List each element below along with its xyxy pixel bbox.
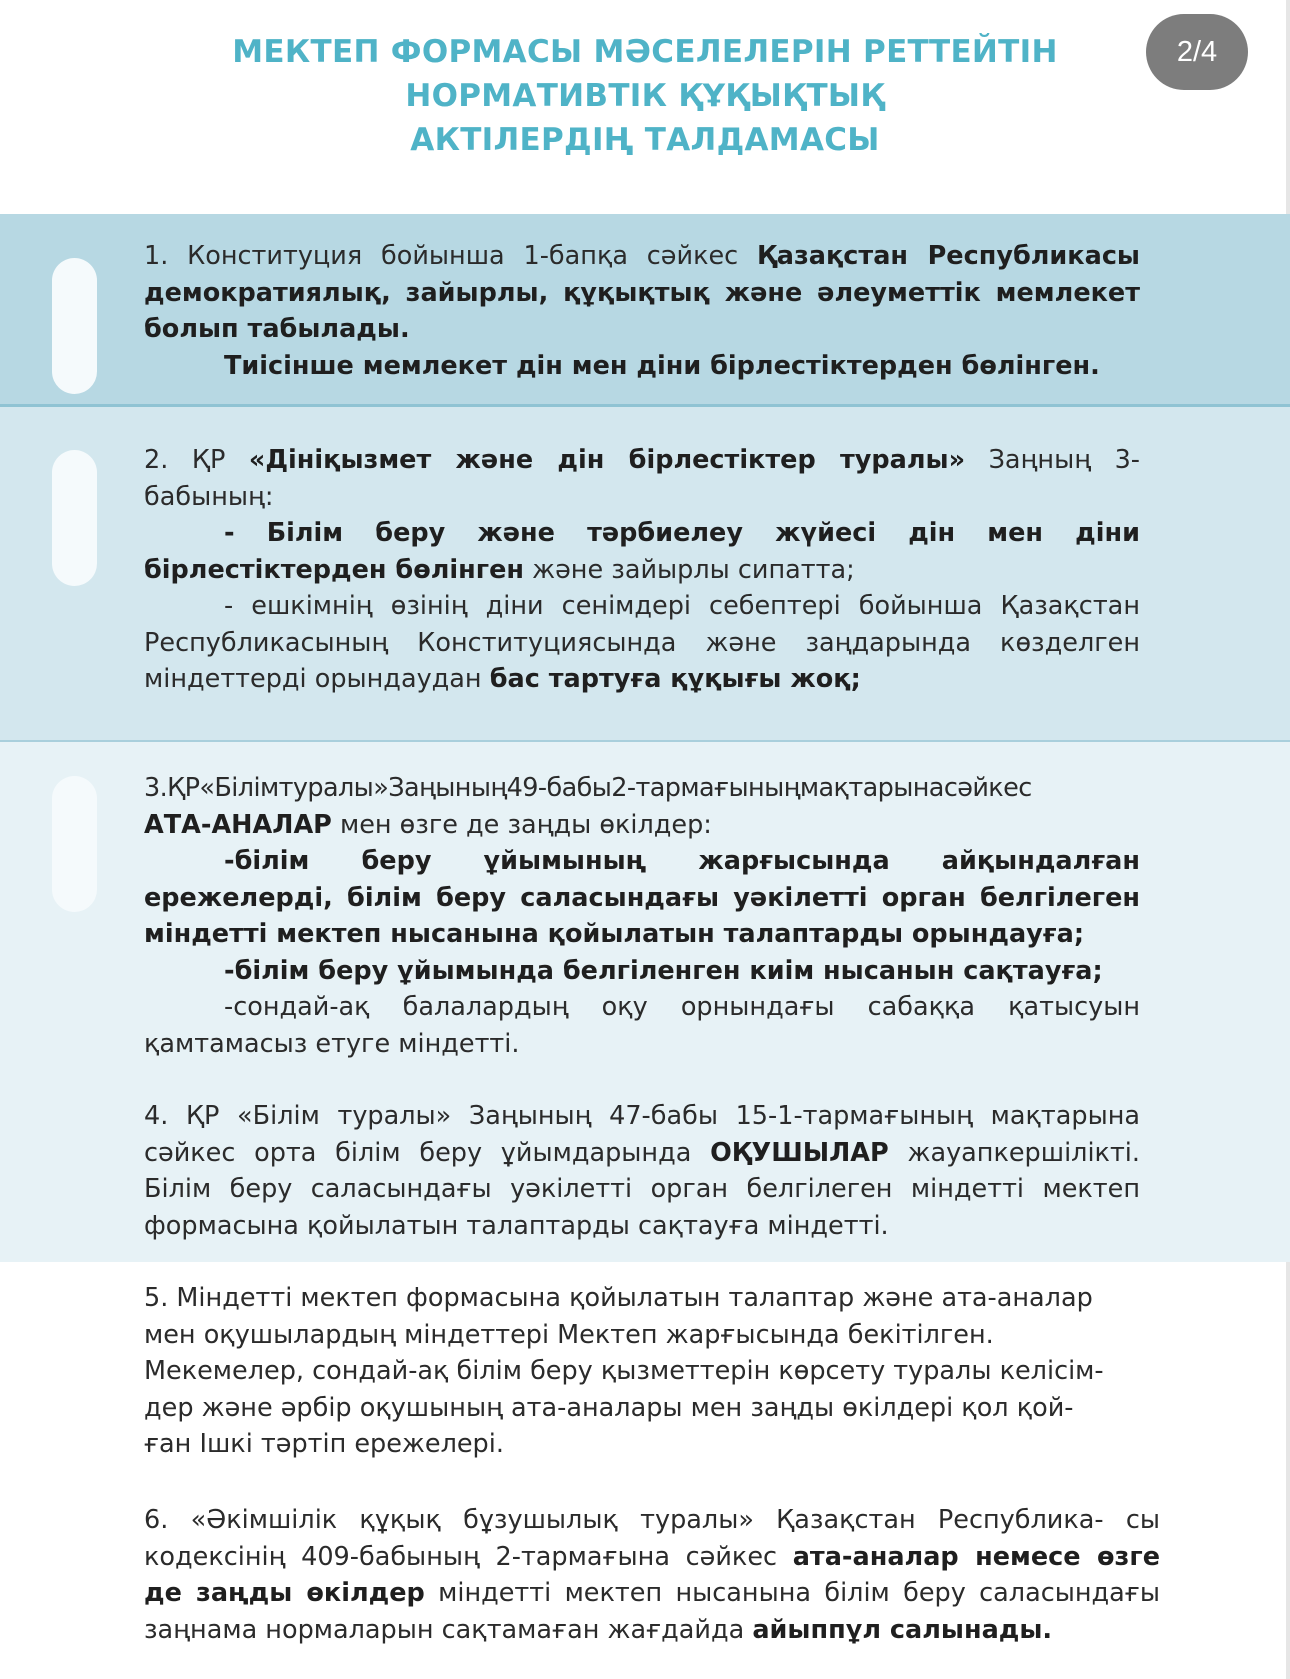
paragraph-2 [144, 442, 1140, 698]
paragraph-5-line-2: мен оқушылардың міндеттері Мектеп жарғысында бекітілген. [144, 1319, 994, 1350]
paragraph-3-parents: АТА-АНАЛАР [144, 809, 332, 840]
pill-marker-icon [52, 776, 97, 912]
title-line-3: АКТІЛЕРДІҢ ТАЛДАМАСЫ [410, 122, 880, 158]
paragraph-2-law-name: «Дініқызмет және дін бірлестіктер туралы» [248, 445, 966, 475]
paragraph-5-line-5: ған Ішкі тәртіп ережелері. [144, 1429, 504, 1459]
page-title [180, 30, 1110, 162]
paragraph-6-middle: міндетті мектеп нысанына білім беру саласындағы заңнама нормаларын сақтамаған жағдайда [144, 1578, 1160, 1645]
paragraph-2-item-2: - ешкімнің өзінің діни сенімдері себептері бойынша Қазақстан Республикасының Конституциясында және заңдарында көзделген міндеттерді орындаудан [144, 591, 1140, 694]
paragraph-2-item-2-bold: бас тартуға құқығы жоқ; [489, 664, 861, 694]
paragraph-1 [144, 238, 1140, 384]
paragraph-2-intro: 2. ҚР [144, 445, 249, 475]
paragraph-6-intro: 6. «Әкімшілік құқық бұзушылық туралы» Қазақстан Республика- сы кодексінің 409-бабының 2-тармағына сәйкес [144, 1505, 1160, 1572]
paragraph-3 [144, 770, 1140, 1062]
paragraph-1-intro: 1. Конституция бойынша 1-бапқа сәйкес [144, 241, 757, 271]
paragraph-5-line-4: дер және әрбір оқушының ата-аналары мен заңды өкілдері қол қой- [144, 1392, 1074, 1423]
paragraph-1-separation: Тиісінше мемлекет дін мен діни бірлестіктерден бөлінген. [224, 350, 1100, 381]
paragraph-2-item-1-rest: және зайырлы сипатта; [524, 554, 855, 585]
paragraph-4-students: ОҚУШЫЛАР [710, 1137, 889, 1168]
pill-marker-icon [52, 450, 97, 586]
paragraph-2-item-1-bold: - Білім беру және тәрбиелеу жүйесі дін мен діни бірлестіктерден бөлінген [144, 518, 1140, 585]
paragraph-3-representatives: мен өзге де заңды өкілдер: [331, 809, 712, 840]
paragraph-2-article: Заңның 3-бабының: [144, 445, 1140, 512]
paragraph-5-line-3: Мекемелер, сондай-ақ білім беру қызметтерін көрсету туралы келісім- [144, 1356, 1104, 1386]
paragraph-6 [144, 1502, 1160, 1648]
paragraph-3-item-2: -білім беру ұйымында белгіленген киім нысанын сақтауға; [224, 955, 1103, 986]
paragraph-3-item-3: -сондай-ақ балалардың оқу орнындағы сабаққа қатысуын қамтамасыз етуге міндетті. [144, 992, 1140, 1059]
paragraph-5-line-1: 5. Міндетті мектеп формасына қойылатын талаптар және ата-аналар [144, 1283, 1093, 1313]
title-line-2: НОРМАТИВТІК ҚҰҚЫҚТЫҚ [405, 78, 885, 114]
paragraph-6-fine: айыппұл салынады. [752, 1614, 1053, 1645]
pill-marker-icon [52, 258, 97, 394]
paragraph-3-intro: 3.ҚР«Білімтуралы»Заңының49-бабы2-тармағыныңмақтарынасәйкес [144, 773, 1032, 803]
page-counter-badge: 2/4 [1146, 14, 1248, 90]
paragraph-6-parents: ата-аналар немесе өзге де заңды өкілдер [144, 1541, 1160, 1608]
title-line-1: МЕКТЕП ФОРМАСЫ МӘСЕЛЕЛЕРІН РЕТТЕЙТІН [232, 34, 1058, 70]
paragraph-1-emphasis: Қазақстан Республикасы демократиялық, зайырлы, құқықтық және әлеуметтік мемлекет болып табылады. [144, 241, 1140, 344]
paragraph-4 [144, 1098, 1140, 1244]
paragraph-3-item-1: -білім беру ұйымының жарғысында айқындалған ережелерді, білім беру саласындағы уәкілетті орган белгілеген міндетті мектеп нысанына қойылатын талаптарды орындауға; [144, 846, 1140, 949]
paragraph-4-rest: жауапкершілікті. Білім беру саласындағы уәкілетті орган белгілеген міндетті мектеп формасына қойылатын талаптарды сақтауға міндетті. [144, 1137, 1140, 1241]
paragraph-4-intro: 4. ҚР «Білім туралы» Заңының 47-бабы 15-1-тармағының мақтарына сәйкес орта білім беру ұйымдарында [144, 1101, 1140, 1168]
paragraph-5 [144, 1280, 1140, 1463]
